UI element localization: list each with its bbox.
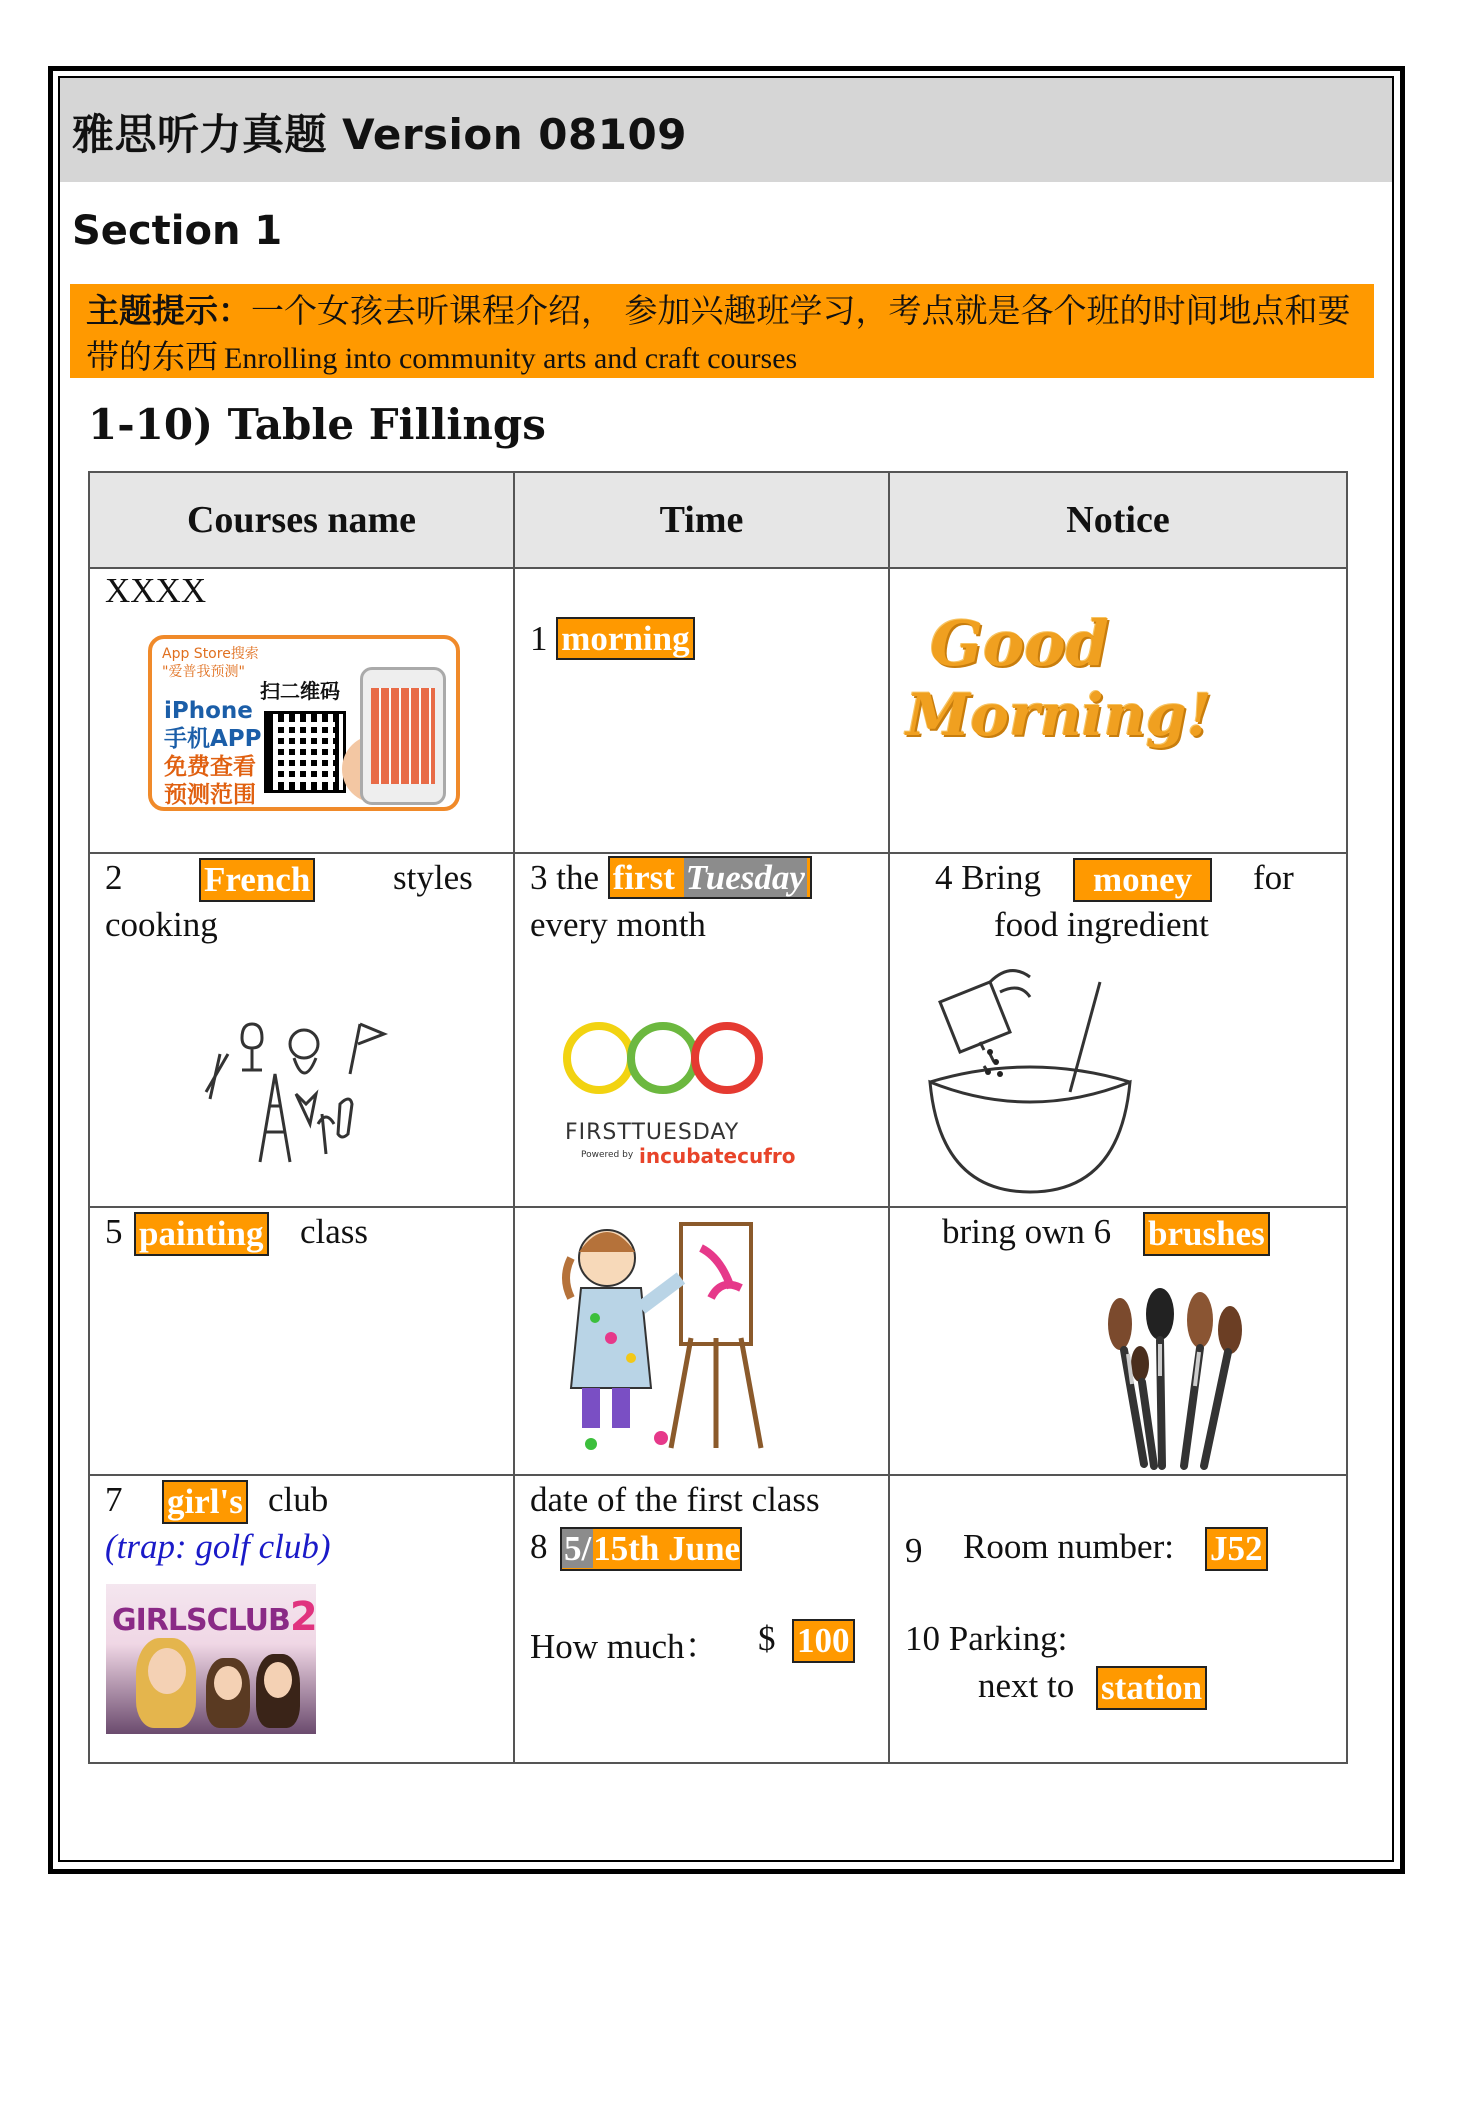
- answer-2: French: [199, 858, 315, 902]
- poster-number: 2: [289, 1594, 317, 1640]
- row1-time-cell: [514, 568, 889, 853]
- qr-ad-image: [148, 635, 460, 811]
- row4-notice-cell: [889, 1475, 1347, 1763]
- ad-free: 免费查看: [164, 754, 256, 780]
- answer-10: station: [1096, 1666, 1207, 1710]
- good-morning-art-1: Good: [930, 607, 1110, 680]
- row2-course-cell: [89, 853, 514, 1207]
- header-courses-name: Courses name: [89, 472, 514, 568]
- qr-code-icon: [264, 711, 346, 793]
- hint-text-en: Enrolling into community arts and craft courses: [224, 342, 798, 375]
- parking-label: 10 Parking:: [905, 1619, 1068, 1658]
- mixing-bowl-icon: [910, 962, 1130, 1202]
- answer-table: [88, 471, 1348, 1764]
- ad-range: 预测范围: [164, 782, 256, 808]
- q2-styles: styles: [393, 858, 473, 897]
- logo-incubate: incubatecufro: [639, 1144, 796, 1168]
- q4-for: for: [1253, 858, 1294, 897]
- q1-label: 1 morning: [530, 619, 695, 659]
- q7-number: 7: [105, 1480, 123, 1519]
- hint-text-cn: 一个女孩去听课程介绍， 参加兴趣班学习，考点就是各个班的时间地点和要带的东西: [86, 291, 1351, 376]
- ring-red-icon: [691, 1022, 763, 1094]
- q4-bring: 4 Bring: [935, 858, 1041, 897]
- ring-yellow-icon: [563, 1022, 635, 1094]
- girl-painting-icon: [551, 1218, 781, 1458]
- section-title: Section 1: [72, 208, 283, 254]
- header-notice: Notice: [889, 472, 1347, 568]
- ring-green-icon: [627, 1022, 699, 1094]
- q8-number: 8: [530, 1527, 548, 1566]
- answer-8: 5/15th June: [560, 1527, 742, 1571]
- answer-5: painting: [134, 1212, 269, 1256]
- row1-notice-cell: [889, 568, 1347, 853]
- ad-line1: App Store搜索: [162, 646, 259, 662]
- topic-hint: [70, 284, 1374, 378]
- french-doodle-icon: [200, 1014, 390, 1174]
- ad-scan-label: 扫二维码: [260, 679, 340, 703]
- poster-title: GIRLSCLUB: [112, 1603, 290, 1638]
- q4-food-ingredient: food ingredient: [994, 905, 1209, 944]
- trap-note: (trap: golf club): [105, 1527, 331, 1566]
- answer-3: first Tuesday: [608, 856, 812, 899]
- q2-cooking: cooking: [105, 905, 218, 944]
- price-symbol: $: [758, 1619, 776, 1658]
- row3-notice-cell: [889, 1207, 1347, 1475]
- page-title: 雅思听力真题 Version 08109: [72, 110, 687, 159]
- first-tuesday-logo: FIRSTTUESDAY: [565, 1120, 740, 1145]
- answer-9: J52: [1205, 1527, 1268, 1571]
- answer-4: money: [1073, 858, 1212, 902]
- answer-1: morning: [556, 617, 694, 660]
- makeup-brushes-icon: [1100, 1294, 1250, 1470]
- ad-iphone: iPhone: [164, 698, 253, 724]
- q6-bring-own: bring own 6: [942, 1212, 1112, 1251]
- row4-time-cell: [514, 1475, 889, 1763]
- q2-number: 2: [105, 858, 123, 897]
- answer-6: brushes: [1143, 1212, 1270, 1256]
- q5-class: class: [300, 1212, 369, 1251]
- task-title: 1-10) Table Fillings: [88, 400, 546, 449]
- row2-time-cell: [514, 853, 889, 1207]
- header-time: Time: [514, 472, 889, 568]
- hint-label: 主题提示：: [86, 291, 251, 330]
- ad-line2: "爱普我预测": [162, 664, 245, 680]
- date-label: date of the first class: [530, 1480, 820, 1519]
- row1-course-text: XXXX: [105, 571, 207, 610]
- ad-app: 手机APP: [164, 726, 262, 752]
- row3-time-cell: [514, 1207, 889, 1475]
- row3-course-cell: [89, 1207, 514, 1475]
- q7-club: club: [268, 1480, 329, 1519]
- next-to-label: next to: [978, 1666, 1075, 1705]
- girls-club-poster-image: [106, 1584, 316, 1734]
- q9-number: 9: [905, 1531, 923, 1570]
- price-label: How much：: [530, 1627, 720, 1666]
- good-morning-art-2: Morning!: [906, 681, 1212, 749]
- room-label: Room number:: [963, 1527, 1174, 1566]
- q3-every-month: every month: [530, 905, 706, 944]
- logo-powered-by: Powered by: [581, 1150, 634, 1160]
- q5-number: 5: [105, 1212, 123, 1251]
- phone-icon: [360, 667, 446, 805]
- row2-notice-cell: [889, 853, 1347, 1207]
- q3-label: 3 the first Tuesday: [530, 858, 812, 898]
- answer-7: girl's: [162, 1480, 248, 1524]
- row1-course-cell: [89, 568, 514, 853]
- answer-price: 100: [792, 1619, 855, 1663]
- row4-course-cell: [89, 1475, 514, 1763]
